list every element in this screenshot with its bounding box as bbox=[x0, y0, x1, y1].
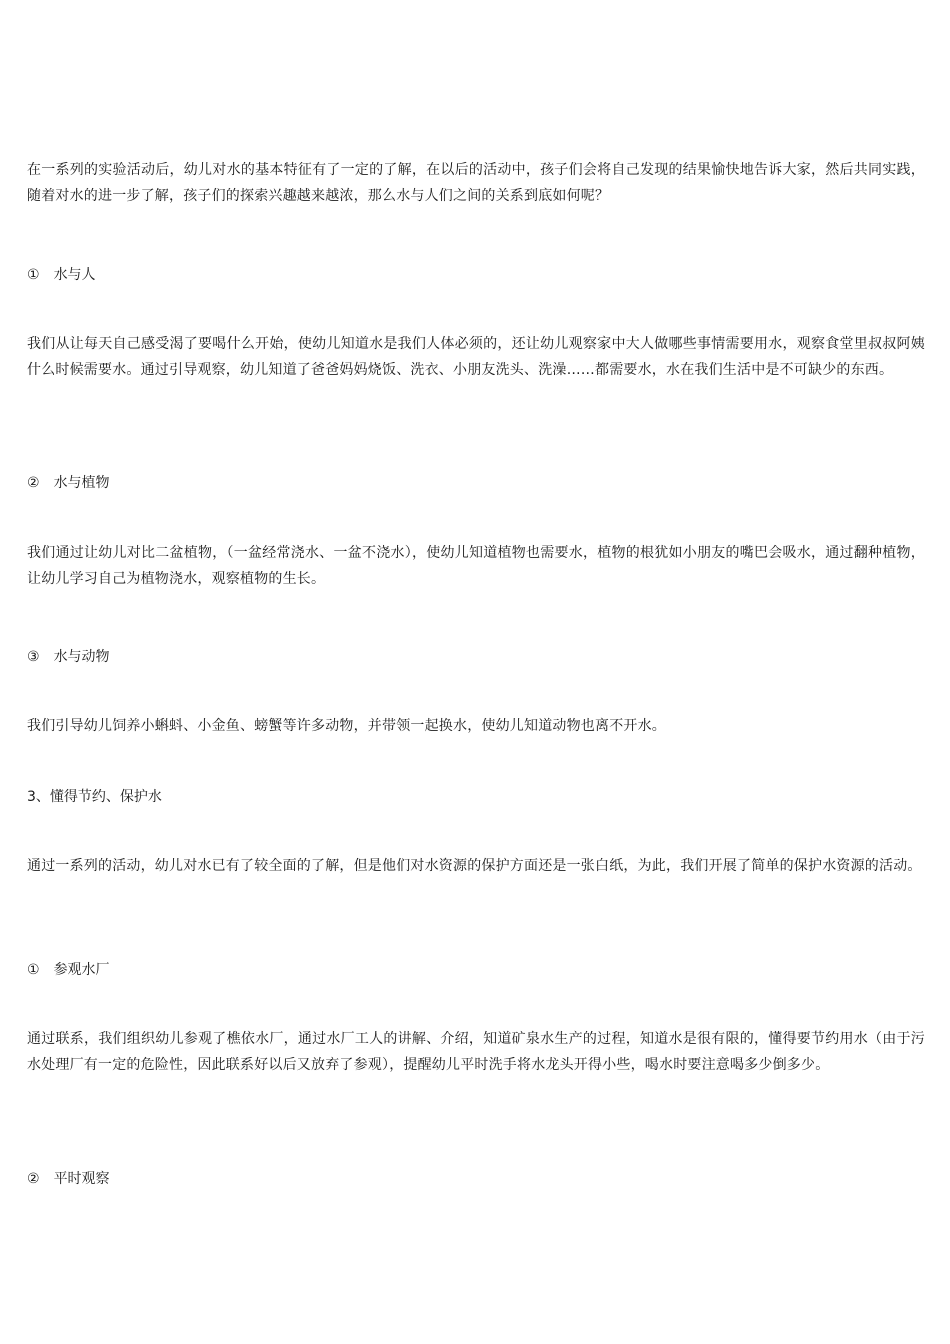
section-heading-save-water: 3、懂得节约、保护水 bbox=[27, 789, 162, 805]
water-and-animals-paragraph: 我们引导幼儿饲养小蝌蚪、小金鱼、螃蟹等许多动物，并带领一起换水，使幼儿知道动物也离不开水。 bbox=[27, 718, 666, 734]
section-title: 水与动物 bbox=[53, 649, 110, 665]
section-marker: ① bbox=[27, 962, 40, 978]
section-marker: ② bbox=[27, 1171, 40, 1187]
section-heading-water-and-people bbox=[27, 263, 925, 287]
section-heading-water-and-animals bbox=[27, 645, 925, 669]
section-marker: ① bbox=[27, 267, 40, 283]
water-and-people-paragraph: 我们从让每天自己感受渴了要喝什么开始，使幼儿知道水是我们人体必须的，还让幼儿观察家中大人做哪些事情需要用水，观察食堂里叔叔阿姨什么时候需要水。通过引导观察，幼儿知道了爸爸妈妈烧饭、洗衣、小朋友洗头、洗澡……都需要水，水在我们生活中是不可缺少的东西。 bbox=[27, 336, 925, 378]
section-heading-water-and-plants bbox=[27, 471, 925, 495]
water-and-plants-paragraph: 我们通过让幼儿对比二盆植物，（一盆经常浇水、一盆不浇水），使幼儿知道植物也需要水，植物的根犹如小朋友的嘴巴会吸水，通过翻种植物，让幼儿学习自己为植物浇水，观察植物的生长。 bbox=[27, 545, 925, 587]
section-marker: ③ bbox=[27, 649, 40, 665]
section-heading-visit-water-plant bbox=[27, 958, 925, 982]
section-title: 参观水厂 bbox=[53, 962, 110, 978]
visit-water-plant-paragraph: 通过联系，我们组织幼儿参观了樵依水厂，通过水厂工人的讲解、介绍，知道矿泉水生产的过程，知道水是很有限的，懂得要节约用水（由于污水处理厂有一定的危险性，因此联系好以后又放弃了参观），提醒幼儿平时洗手将水龙头开得小些，喝水时要注意喝多少倒多少。 bbox=[27, 1031, 925, 1073]
save-water-paragraph: 通过一系列的活动，幼儿对水已有了较全面的了解，但是他们对水资源的保护方面还是一张白纸，为此，我们开展了简单的保护水资源的活动。 bbox=[27, 858, 922, 874]
section-title: 平时观察 bbox=[53, 1171, 110, 1187]
section-title: 水与植物 bbox=[53, 475, 110, 491]
section-title: 水与人 bbox=[53, 267, 96, 283]
intro-paragraph: 在一系列的实验活动后，幼儿对水的基本特征有了一定的了解，在以后的活动中，孩子们会将自己发现的结果愉快地告诉大家，然后共同实践，随着对水的进一步了解，孩子们的探索兴趣越来越浓，那么水与人们之间的关系到底如何呢？ bbox=[27, 162, 925, 204]
section-heading-daily-observation bbox=[27, 1167, 925, 1191]
section-marker: ② bbox=[27, 475, 40, 491]
